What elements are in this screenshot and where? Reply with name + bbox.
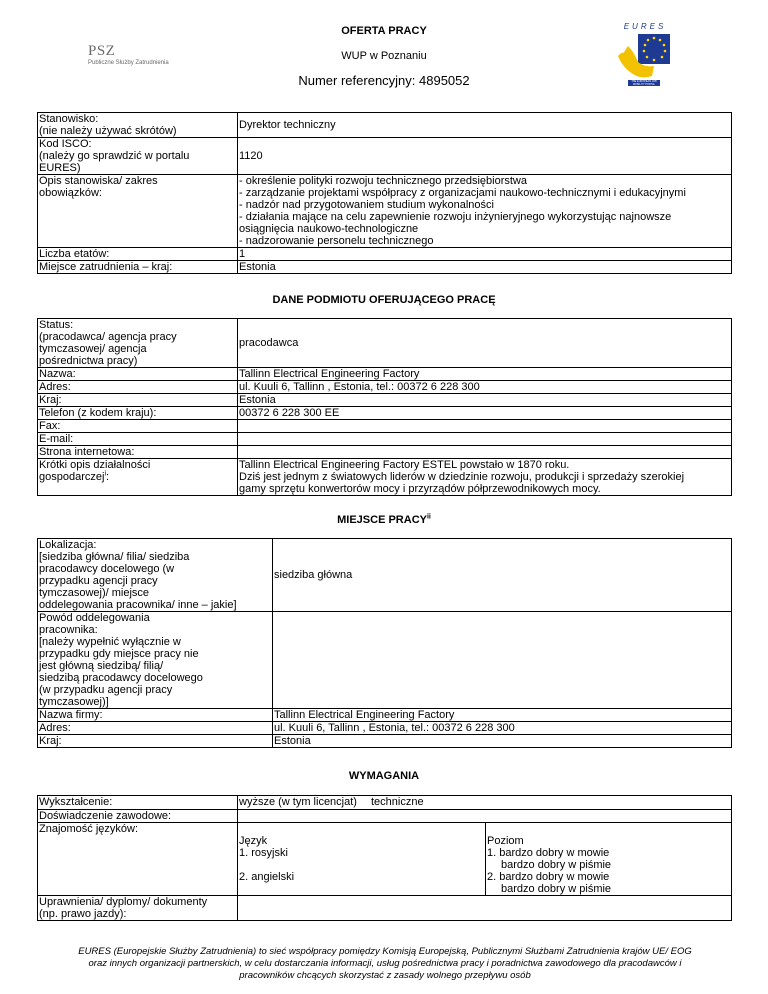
row-powod-oddelegowania <box>38 612 732 709</box>
psz-logo-text: PSZ <box>88 43 116 59</box>
email-value <box>238 433 732 446</box>
email-label: E-mail: <box>38 433 238 446</box>
language-2-level-speech: 2. bardzo dobry w mowie <box>487 871 610 883</box>
jezyki-label: Znajomość języków: <box>38 823 238 896</box>
row-etaty <box>38 248 732 261</box>
www-label: Strona internetowa: <box>38 446 238 459</box>
row-kraj <box>38 394 732 407</box>
psz-logo-caption: Publiczne Służby Zatrudnienia <box>88 60 169 66</box>
jezyk-header: Język <box>239 835 268 847</box>
wyksztalcenie-kind: techniczne <box>370 796 424 808</box>
footer-note: EURES (Europejskie Służby Zatrudnienia) to sieć współpracy pomiędzy Komisją Europejską, Publicznymi Służbami Zatrudnienia krajów UE/ EOG oraz innych organizacji partnerskich, w celu dostarczania informacji, usług pośrednictwa pracy i poradnictwa zawodowego dla pracodawców i pracowników chcących skorzystać z zasady wolnego przepływu osób <box>78 946 692 981</box>
row-fax <box>38 420 732 433</box>
www-value <box>238 446 732 459</box>
row-adres-firmy <box>38 722 732 735</box>
kraj-zatrudnienia-label: Miejsce zatrudnienia – kraj: <box>38 261 238 274</box>
status-label: Status: (pracodawca/ agencja pracy tymczasowej/ agencja pośrednictwa pracy) <box>38 319 238 368</box>
eures-logo-caption: THE EUROPEAN JOB MOBILITY PORTAL <box>631 80 657 86</box>
etaty-value: 1 <box>238 248 732 261</box>
poziom-header: Poziom <box>487 835 524 847</box>
row-wyksztalcenie <box>38 796 732 810</box>
row-telefon <box>38 407 732 420</box>
doswiadczenie-value <box>238 810 732 823</box>
uprawnienia-label: Uprawnienia/ dyplomy/ dokumenty (np. prawo jazdy): <box>38 896 238 921</box>
telefon-label: Telefon (z kodem kraju): <box>38 407 238 420</box>
isco-value: 1120 <box>238 138 732 175</box>
row-nazwa-firmy <box>38 709 732 722</box>
wyksztalcenie-label: Wykształcenie: <box>38 796 238 810</box>
stanowisko-label: Stanowisko: (nie należy używać skrótów) <box>38 113 238 138</box>
fax-value <box>238 420 732 433</box>
requirements-table <box>37 795 732 921</box>
row-adres <box>38 381 732 394</box>
fax-label: Fax: <box>38 420 238 433</box>
row-kraj-zatrudnienia <box>38 261 732 274</box>
row-uprawnienia <box>38 896 732 921</box>
nazwa-firmy-label: Nazwa firmy: <box>38 709 273 722</box>
adres-label: Adres: <box>38 381 238 394</box>
nazwa-value: Tallinn Electrical Engineering Factory <box>238 368 732 381</box>
row-opis-stanowiska <box>38 175 732 248</box>
kraj-value: Estonia <box>238 394 732 407</box>
row-lokalizacja <box>38 539 732 612</box>
row-www <box>38 446 732 459</box>
adres-value: ul. Kuuli 6, Tallinn , Estonia, tel.: 00372 6 228 300 <box>238 381 732 394</box>
row-isco <box>38 138 732 175</box>
lokalizacja-label: Lokalizacja: [siedziba główna/ filia/ siedziba pracodawcy docelowego (w przypadku agencji pracy tymczasowej)/ miejsce oddelegowania pracownika/ inne – jakie] <box>38 539 273 612</box>
row-kraj-firmy <box>38 735 732 748</box>
uprawnienia-value <box>238 896 732 921</box>
opis-stanowiska-label: Opis stanowiska/ zakres obowiązków: <box>38 175 238 248</box>
position-table <box>37 112 732 274</box>
status-value: pracodawca <box>238 319 732 368</box>
row-stanowisko <box>38 113 732 138</box>
row-opis-dzialalnosci <box>38 459 732 496</box>
stanowisko-value: Dyrektor techniczny <box>238 113 732 138</box>
wyksztalcenie-value: wyższe (w tym licencjat) techniczne <box>238 796 732 810</box>
opis-dzialalnosci-label: Krótki opis działalności gospodarczej$^i$: <box>38 459 238 496</box>
telefon-value: 00372 6 228 300 EE <box>238 407 732 420</box>
reference-number: Numer referencyjny: 4895052 <box>298 73 470 88</box>
language-2-name: 2. angielski <box>239 871 295 883</box>
workplace-table <box>37 538 732 748</box>
nazwa-label: Nazwa: <box>38 368 238 381</box>
employer-section-heading: DANE PODMIOTU OFERUJĄCEGO PRACĘ <box>272 294 496 306</box>
jezyki-levels <box>486 823 732 896</box>
language-2-level-writing: bardzo dobry w piśmie <box>501 883 612 895</box>
row-email <box>38 433 732 446</box>
doswiadczenie-label: Doświadczenie zawodowe: <box>38 810 238 823</box>
language-1-name: 1. rosyjski <box>239 847 288 859</box>
opis-stanowiska-value: - określenie polityki rozwoju technicznego przedsiębiorstwa - zarządzanie projektami współpracy z organizacjami naukowo-technicznymi i edukacyjnymi - nadzór nad przygotowaniem studium wykonalności - działania mające na celu zapewnienie rozwoju inżynieryjnego wykorzystując najnowsze osiągnięcia naukowo-technologiczne - nadzorowanie personelu technicznego <box>238 175 732 248</box>
row-doswiadczenie <box>38 810 732 823</box>
kraj-firmy-value: Estonia <box>273 735 732 748</box>
powod-oddelegowania-value <box>273 612 732 709</box>
eures-logo <box>614 22 676 92</box>
etaty-label: Liczba etatów: <box>38 248 238 261</box>
row-nazwa <box>38 368 732 381</box>
language-1-level-speech: 1. bardzo dobry w mowie <box>487 847 610 859</box>
workplace-section-heading: MIEJSCE PRACY$^{ii}$ <box>337 513 431 526</box>
row-status <box>38 319 732 368</box>
kraj-zatrudnienia-value: Estonia <box>238 261 732 274</box>
document-title: OFERTA PRACY <box>341 25 427 37</box>
adres-firmy-value: ul. Kuuli 6, Tallinn , Estonia, tel.: 00372 6 228 300 <box>273 722 732 735</box>
eures-logo-text: EURES <box>623 22 667 31</box>
employer-table <box>37 318 732 496</box>
isco-label: Kod ISCO: (należy go sprawdzić w portalu EURES) <box>38 138 238 175</box>
adres-firmy-label: Adres: <box>38 722 273 735</box>
psz-logo <box>88 44 198 67</box>
lokalizacja-value: siedziba główna <box>273 539 732 612</box>
row-jezyki <box>38 823 732 896</box>
office-name: WUP w Poznaniu <box>341 50 427 62</box>
language-1-level-writing: bardzo dobry w piśmie <box>501 859 612 871</box>
nazwa-firmy-value: Tallinn Electrical Engineering Factory <box>273 709 732 722</box>
opis-dzialalnosci-value: Tallinn Electrical Engineering Factory ESTEL powstało w 1870 roku. Dziś jest jednym z światowych liderów w dziedzinie rozwoju, produkcji i sprzedaży szerokiej gamy sprzętu konwertorów mocy i przyrządów półprzewodnikowych mocy. <box>238 459 732 496</box>
jezyki-names <box>238 823 486 896</box>
kraj-firmy-label: Kraj: <box>38 735 273 748</box>
kraj-label: Kraj: <box>38 394 238 407</box>
requirements-section-heading: WYMAGANIA <box>348 770 420 782</box>
powod-oddelegowania-label: Powód oddelegowania pracownika: [należy wypełnić wyłącznie w przypadku gdy miejsce pracy nie jest główną siedzibą/ filią/ siedzibą pracodawcy docelowego (w przypadku agencji pracy tymczasowej)] <box>38 612 273 709</box>
